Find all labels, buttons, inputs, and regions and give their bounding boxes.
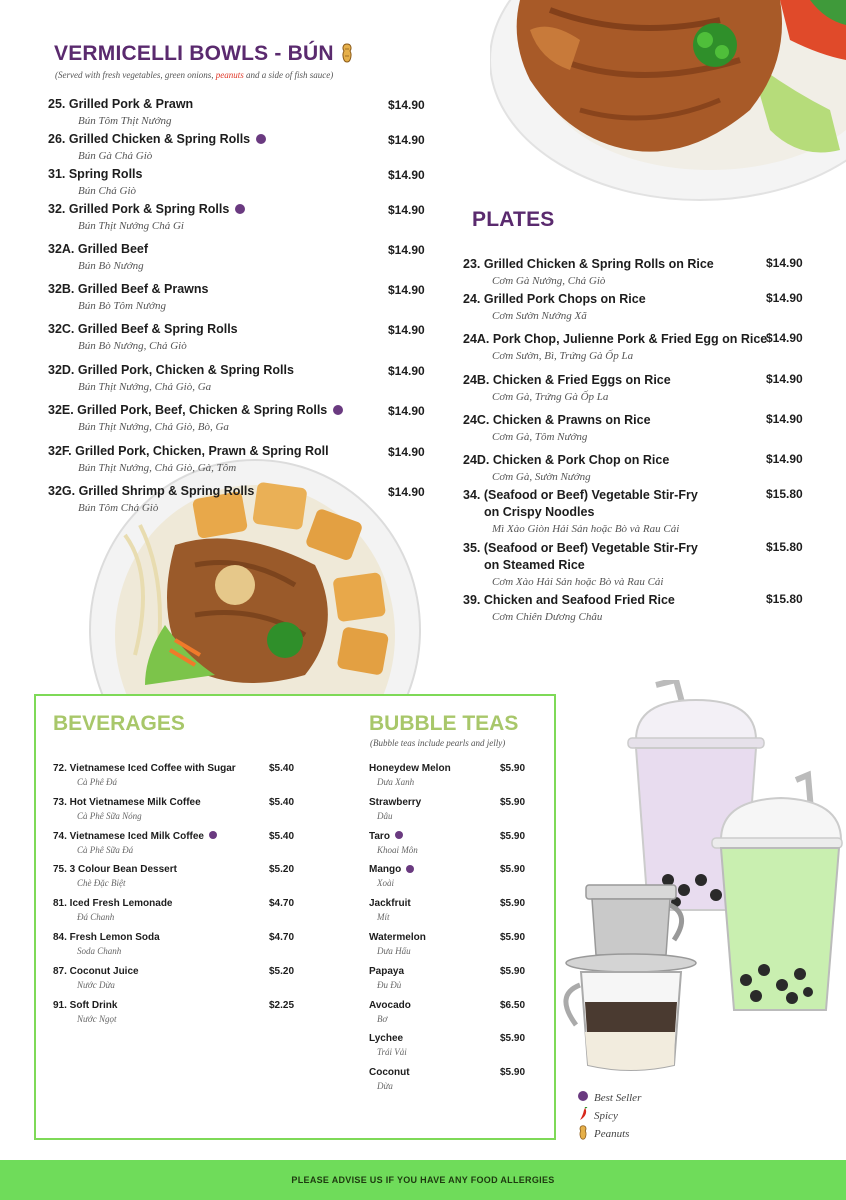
item-name: 24C. Chicken & Prawns on Rice — [463, 413, 651, 427]
item-name — [53, 1000, 117, 1011]
item-name-text: 32A. Grilled Beef — [48, 242, 149, 256]
item-vietnamese-name: Cơm Gà, Trứng Gà Ốp La — [492, 391, 609, 403]
item-name — [48, 484, 254, 498]
item-name — [53, 831, 217, 842]
best-seller-dot-icon — [235, 204, 245, 214]
item-vietnamese-name: Cơm Chiên Dương Châu — [492, 611, 603, 623]
item-price: $5.90 — [500, 1067, 526, 1079]
item-name: 23. Grilled Chicken & Spring Rolls on Rice — [463, 257, 714, 271]
item-vietnamese-name: Bơ — [377, 1013, 388, 1024]
item-name-text: 26. Grilled Chicken & Spring Rolls — [48, 132, 251, 146]
bubble-teas-title: BUBBLE TEAS — [369, 712, 519, 735]
item-name-text: 75. 3 Colour Bean Dessert — [53, 864, 177, 876]
best-seller-dot-icon — [395, 831, 403, 839]
item-vietnamese-name: Bún Gà Chả Giò — [78, 150, 153, 162]
item-vietnamese-name: Đá Chanh — [77, 912, 115, 923]
best-seller-dot-icon — [578, 1091, 588, 1101]
item-vietnamese-name: Dâu — [377, 810, 393, 821]
item-price: $14.90 — [388, 133, 425, 147]
item-name-text: 91. Soft Drink — [53, 999, 118, 1011]
legend-spicy — [578, 1106, 641, 1124]
best-seller-dot-icon — [333, 405, 343, 415]
item-name — [48, 403, 343, 417]
item-price: $5.90 — [500, 932, 526, 943]
beverages-title: BEVERAGES — [53, 712, 185, 735]
item-name-text: 87. Coconut Juice — [53, 965, 139, 977]
item-name — [369, 932, 426, 943]
item-name-text: Coconut — [369, 1067, 410, 1079]
item-name-text: 84. Fresh Lemon Soda — [53, 932, 160, 943]
item-name-text: Mango — [369, 864, 402, 876]
item-price: $5.40 — [269, 763, 295, 774]
vermicelli-title — [54, 42, 353, 66]
item-name — [53, 797, 201, 808]
vermicelli-note-b: and a side of fish sauce) — [243, 70, 334, 80]
item-vietnamese-name: Bún Bò Tôm Nướng — [78, 300, 166, 312]
item-name-text: 32C. Grilled Beef & Spring Rolls — [48, 322, 238, 336]
item-name — [48, 282, 208, 296]
item-vietnamese-name: Mít — [377, 912, 390, 923]
item-name — [369, 898, 411, 909]
item-vietnamese-name: Mì Xào Giòn Hải Sản hoặc Bò và Rau Cải — [492, 523, 680, 535]
item-price: $4.70 — [269, 898, 295, 910]
item-price: $14.90 — [766, 256, 803, 270]
item-vietnamese-name: Bún Thịt Nướng Chả Gi — [78, 220, 184, 232]
item-vietnamese-name: Bún Tôm Chả Giò — [78, 502, 159, 514]
drinks-illustration — [556, 680, 846, 1080]
item-price: $5.20 — [269, 965, 295, 977]
item-price: $5.90 — [500, 1033, 526, 1045]
item-price: $5.40 — [269, 830, 295, 842]
item-price: $5.90 — [500, 796, 526, 808]
item-vietnamese-name: Bún Thịt Nướng, Chả Giò, Ga — [78, 381, 212, 393]
item-name — [48, 322, 238, 336]
item-vietnamese-name: Cơm Gà Nướng, Chả Giò — [492, 275, 606, 287]
item-price: $14.90 — [388, 364, 425, 378]
item-price: $15.80 — [766, 487, 803, 501]
item-price: $14.90 — [388, 323, 425, 337]
item-price: $5.20 — [269, 864, 295, 876]
item-vietnamese-name: Trái Vải — [377, 1047, 407, 1058]
item-name-text: 32B. Grilled Beef & Prawns — [48, 282, 209, 296]
item-name: 24B. Chicken & Fried Eggs on Rice — [463, 373, 671, 387]
item-price: $14.90 — [388, 243, 425, 257]
item-name-text: 32E. Grilled Pork, Beef, Chicken & Spring Rolls — [48, 403, 328, 417]
item-price: $14.90 — [766, 372, 803, 386]
item-vietnamese-name: Cơm Gà, Sườn Nướng — [492, 471, 591, 483]
item-name — [53, 932, 160, 943]
item-price: $5.40 — [269, 796, 295, 808]
item-name-text: 81. Iced Fresh Lemonade — [53, 898, 173, 910]
item-name-text: Avocado — [369, 999, 411, 1011]
item-vietnamese-name: Bún Tôm Thịt Nướng — [78, 115, 172, 127]
item-price: $5.90 — [500, 830, 526, 842]
item-vietnamese-name: Bún Chả Giò — [78, 185, 137, 197]
item-name: 24. Grilled Pork Chops on Rice — [463, 292, 646, 306]
item-price: $14.90 — [388, 98, 425, 112]
item-name-text: Taro — [369, 830, 390, 842]
item-name — [53, 864, 177, 875]
item-name-text: Jackfruit — [369, 898, 411, 910]
item-name-text: 73. Hot Vietnamese Milk Coffee — [53, 796, 201, 808]
item-name-text: 25. Grilled Pork & Prawn — [48, 97, 194, 111]
item-price: $14.90 — [766, 452, 803, 466]
peanut-legend-icon — [578, 1125, 588, 1140]
legend-peanuts-label: Peanuts — [594, 1128, 630, 1140]
legend-best-seller-label: Best Seller — [594, 1092, 642, 1104]
item-name — [369, 763, 451, 774]
item-name — [48, 242, 148, 256]
item-price: $6.50 — [500, 999, 526, 1011]
item-vietnamese-name: Dưa Hấu — [377, 946, 411, 956]
item-vietnamese-name: Dừa — [377, 1081, 393, 1092]
vermicelli-note — [55, 70, 333, 80]
plates-title: PLATES — [472, 208, 555, 231]
legend-peanuts — [578, 1124, 641, 1142]
item-vietnamese-name: Đu Đủ — [377, 979, 402, 990]
item-price: $14.90 — [766, 331, 803, 345]
item-vietnamese-name: Bún Bò Nướng — [78, 260, 144, 272]
item-vietnamese-name: Cà Phê Sữa Nóng — [77, 810, 142, 821]
item-name — [48, 97, 193, 111]
item-name-text: 74. Vietnamese Iced Milk Coffee — [53, 830, 204, 842]
item-name-text: 32G. Grilled Shrimp & Spring Rolls — [48, 484, 255, 498]
bubble-teas-note: (Bubble teas include pearls and jelly) — [370, 738, 506, 748]
item-price: $14.90 — [388, 168, 425, 182]
item-price: $4.70 — [269, 932, 295, 943]
item-name: 24D. Chicken & Pork Chop on Rice — [463, 453, 670, 467]
item-vietnamese-name: Bún Thịt Nướng, Chả Giò, Gà, Tôm — [78, 462, 237, 474]
item-vietnamese-name: Soda Chanh — [77, 946, 122, 956]
item-name-text: Lychee — [369, 1033, 404, 1045]
item-name-text: 31. Spring Rolls — [48, 167, 143, 181]
best-seller-dot-icon — [256, 134, 266, 144]
vermicelli-note-peanuts: peanuts — [215, 70, 244, 80]
item-name — [53, 898, 173, 909]
item-vietnamese-name: Nước Dừa — [77, 979, 115, 990]
item-name — [369, 1000, 411, 1011]
item-price: $14.90 — [766, 291, 803, 305]
legend-best-seller — [578, 1088, 641, 1106]
item-name — [369, 797, 421, 808]
peanut-icon — [341, 43, 353, 63]
item-vietnamese-name: Khoai Môn — [377, 844, 418, 855]
item-name-text: 32. Grilled Pork & Spring Rolls — [48, 202, 230, 216]
item-name-line2: on Steamed Rice — [484, 558, 585, 572]
item-price: $14.90 — [388, 485, 425, 499]
item-name — [369, 864, 414, 875]
item-name-text: Watermelon — [369, 932, 426, 943]
item-name — [48, 202, 245, 216]
item-price: $2.25 — [269, 999, 295, 1011]
item-price: $14.90 — [388, 283, 425, 297]
best-seller-dot-icon — [209, 831, 217, 839]
item-name — [48, 132, 266, 146]
legend — [578, 1088, 641, 1142]
item-price: $5.90 — [500, 763, 526, 774]
best-seller-dot-icon — [406, 865, 414, 873]
item-name-text: 32D. Grilled Pork, Chicken & Spring Rolls — [48, 363, 294, 377]
item-vietnamese-name: Cơm Sườn Nướng Xã — [492, 310, 587, 322]
chili-icon — [578, 1107, 588, 1121]
item-name-text: Honeydew Melon — [369, 763, 451, 774]
vermicelli-title-text: VERMICELLI BOWLS - BÚN — [54, 42, 334, 65]
item-vietnamese-name: Xoài — [377, 878, 394, 889]
item-name — [369, 1033, 403, 1044]
item-price: $14.90 — [388, 445, 425, 459]
item-name-text: Strawberry — [369, 796, 422, 808]
item-name-text: 32F. Grilled Pork, Chicken, Prawn & Spring Roll — [48, 444, 329, 458]
item-price: $14.90 — [388, 203, 425, 217]
item-vietnamese-name: Bún Thịt Nướng, Chả Giò, Bò, Ga — [78, 421, 229, 433]
item-vietnamese-name: Cơm Gà, Tôm Nướng — [492, 431, 588, 443]
legend-spicy-label: Spicy — [594, 1110, 618, 1122]
item-price: $5.90 — [500, 864, 526, 876]
item-price: $15.80 — [766, 592, 803, 606]
item-name — [48, 363, 294, 377]
item-vietnamese-name: Cà Phê Đá — [77, 777, 117, 787]
item-vietnamese-name: Bún Bò Nướng, Chả Giò — [78, 340, 187, 352]
item-vietnamese-name: Cơm Sườn, Bì, Trứng Gà Ốp La — [492, 350, 634, 362]
item-name: 34. (Seafood or Beef) Vegetable Stir-Fry — [463, 488, 698, 502]
item-name — [369, 1067, 410, 1078]
allergy-footer-text: PLEASE ADVISE US IF YOU HAVE ANY FOOD ALLERGIES — [291, 1175, 555, 1185]
item-name-line2: on Crispy Noodles — [484, 505, 595, 519]
item-vietnamese-name: Nước Ngọt — [77, 1013, 117, 1024]
vermicelli-note-a: (Served with fresh vegetables, green onions, — [55, 70, 216, 80]
item-vietnamese-name: Cơm Xào Hải Sản hoặc Bò và Rau Cải — [492, 576, 664, 588]
grilled-pork-plate-image — [490, 0, 846, 205]
item-name — [48, 444, 329, 458]
item-name — [53, 763, 236, 774]
item-name — [369, 831, 403, 842]
item-name-text: 72. Vietnamese Iced Coffee with Sugar — [53, 763, 236, 774]
item-name: 35. (Seafood or Beef) Vegetable Stir-Fry — [463, 541, 698, 555]
item-name — [48, 167, 142, 181]
item-price: $14.90 — [388, 404, 425, 418]
item-price: $5.90 — [500, 898, 526, 910]
item-name-text: Papaya — [369, 965, 405, 977]
item-name: 24A. Pork Chop, Julienne Pork & Fried Egg on Rice — [463, 332, 768, 346]
item-price: $14.90 — [766, 412, 803, 426]
item-vietnamese-name: Dưa Xanh — [377, 777, 415, 787]
item-vietnamese-name: Chè Đặc Biệt — [77, 878, 126, 889]
item-name: 39. Chicken and Seafood Fried Rice — [463, 593, 675, 607]
item-name — [53, 966, 139, 977]
item-price: $15.80 — [766, 540, 803, 554]
allergy-footer — [0, 1160, 846, 1200]
item-name — [369, 966, 404, 977]
item-price: $5.90 — [500, 965, 526, 977]
item-vietnamese-name: Cà Phê Sữa Đá — [77, 844, 134, 855]
